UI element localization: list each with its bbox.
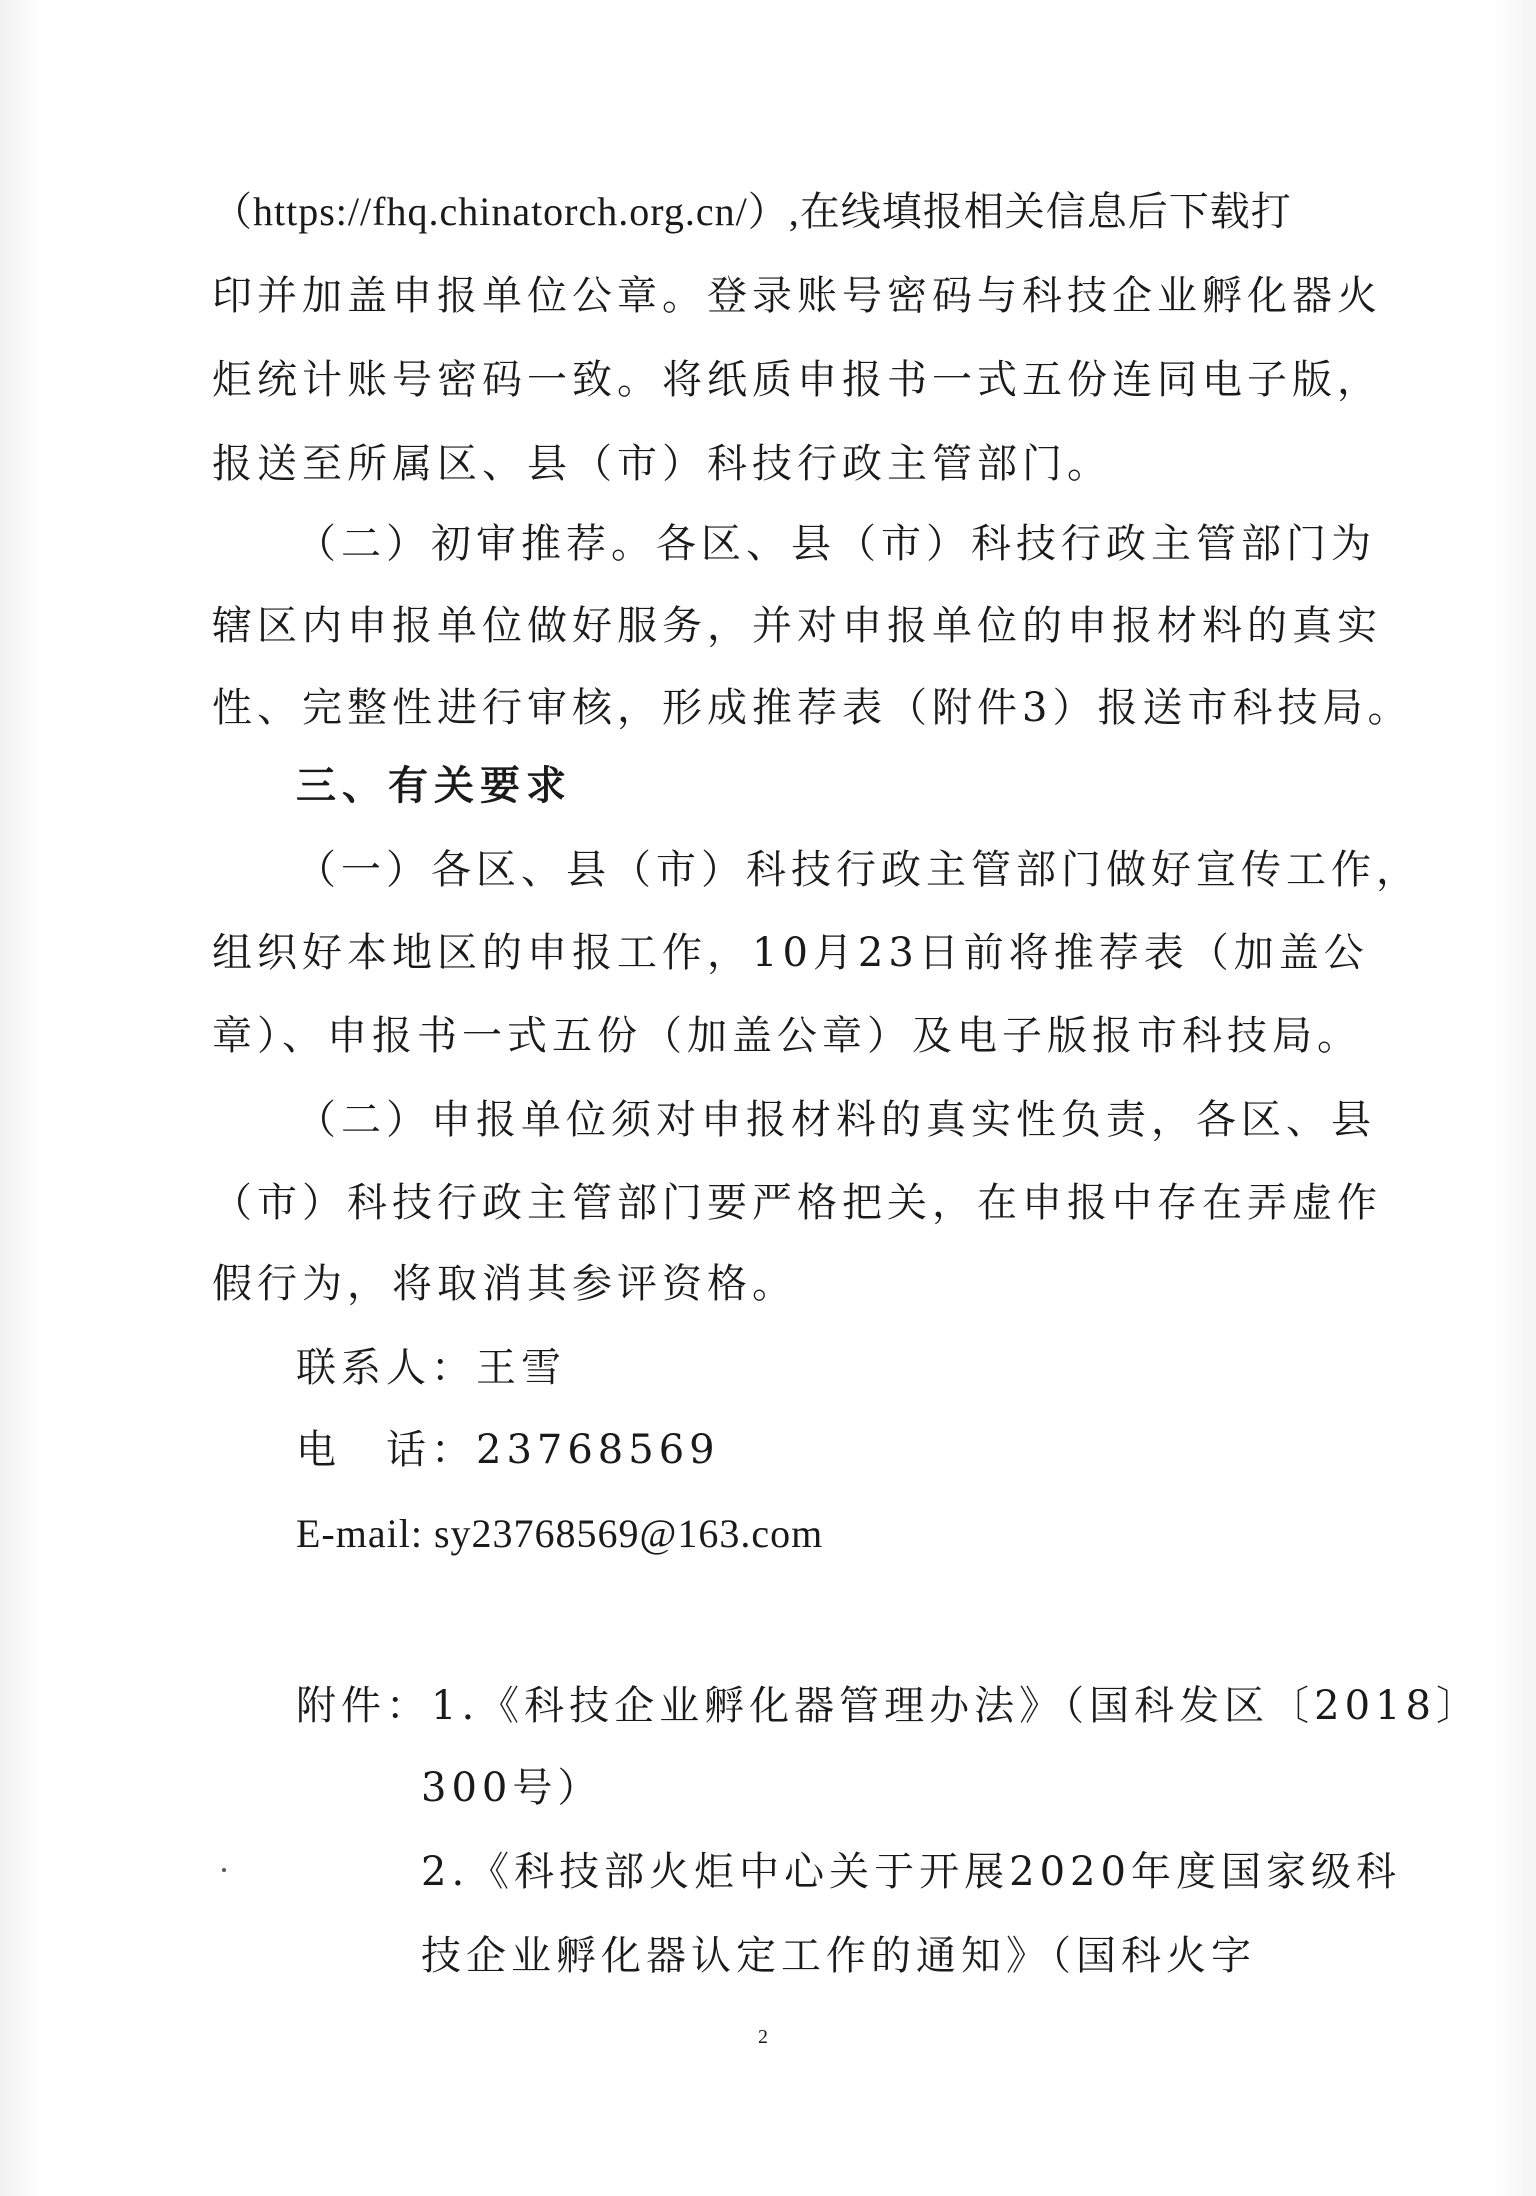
- paragraph-line: 报送至所属区、县（市）科技行政主管部门。: [212, 441, 1112, 487]
- item-initial-review-line: 性、完整性进行审核，形成推荐表（附件3）报送市科技局。: [212, 685, 1413, 731]
- attachment-item-two-continued: 技企业孵化器认定工作的通知》（国科火字: [421, 1933, 1256, 1979]
- item-initial-review-line: （二）初审推荐。各区、县（市）科技行政主管部门为: [296, 521, 1376, 567]
- requirement-two-line: （二）申报单位须对申报材料的真实性负责，各区、县: [296, 1097, 1376, 1143]
- requirement-one-line: 章）、申报书一式五份（加盖公章）及电子版报市科技局。: [212, 1013, 1362, 1059]
- attachment-item-two: 2.《科技部火炬中心关于开展2020年度国家级科: [421, 1849, 1401, 1895]
- section-heading: 三、有关要求: [296, 763, 572, 809]
- contact-phone: 电 话：23768569: [296, 1427, 720, 1473]
- scan-speck: [222, 1868, 226, 1872]
- contact-person: 联系人：王雪: [296, 1345, 566, 1391]
- attachment-item-one-continued: 300号）: [421, 1765, 603, 1811]
- requirement-one-line: 组织好本地区的申报工作，10月23日前将推荐表（加盖公: [212, 930, 1369, 976]
- requirement-two-line: （市）科技行政主管部门要严格把关，在申报中存在弄虚作: [212, 1180, 1382, 1226]
- attachment-item-one: 附件：1.《科技企业孵化器管理办法》（国科发区〔2018〕: [296, 1683, 1481, 1729]
- requirement-one-line: （一）各区、县（市）科技行政主管部门做好宣传工作，: [296, 847, 1421, 893]
- page-number: 2: [758, 2026, 768, 2048]
- requirement-two-line: 假行为，将取消其参评资格。: [212, 1261, 797, 1307]
- paragraph-line-url: （https://fhq.chinatorch.org.cn/）,在线填报相关信息后下载打: [212, 189, 1292, 234]
- contact-email: E-mail: sy23768569@163.com: [296, 1511, 824, 1556]
- item-initial-review-line: 辖区内申报单位做好服务，并对申报单位的申报材料的真实: [212, 603, 1382, 649]
- paragraph-line: 炬统计账号密码一致。将纸质申报书一式五份连同电子版，: [212, 357, 1382, 403]
- paragraph-line: 印并加盖申报单位公章。登录账号密码与科技企业孵化器火: [212, 273, 1382, 319]
